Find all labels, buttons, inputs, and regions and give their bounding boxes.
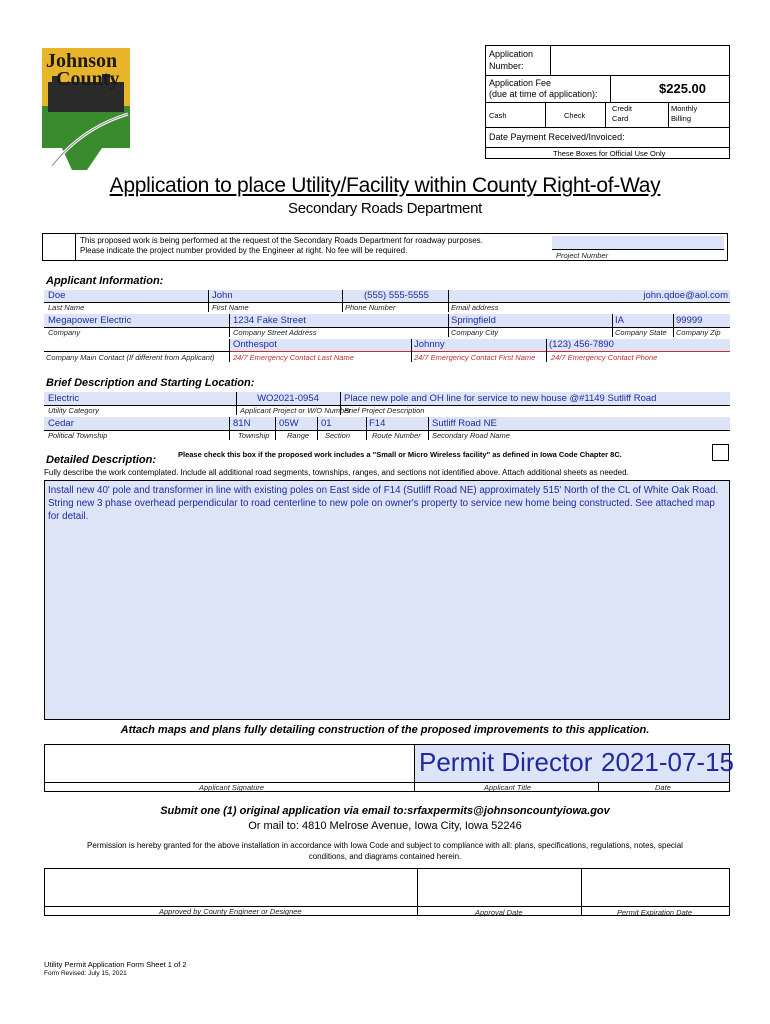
wireless-note: Please check this box if the proposed work includes a "Small or Micro Wireless facility" as defined in Iowa Code Chapter 8C. [178, 450, 622, 459]
phone-field[interactable]: (555) 555-5555 [364, 290, 429, 301]
zip-label: Company Zip [676, 328, 721, 337]
monthly-label-2: Billing [671, 114, 692, 123]
political-township-label: Political Township [48, 431, 108, 440]
applicant-title-label: Applicant Title [484, 783, 532, 792]
first-name-field[interactable]: John [212, 290, 233, 301]
company-label: Company [48, 328, 81, 337]
expiration-date-field[interactable] [582, 869, 729, 905]
approved-by-label: Approved by County Engineer or Designee [159, 907, 302, 916]
emergency-first-label: 24/7 Emergency Contact First Name [414, 353, 536, 362]
secondary-request-line1: This proposed work is being performed at the request of the Secondary Roads Department for roadway purposes. [80, 236, 483, 245]
secondary-request-checkbox[interactable] [42, 233, 76, 261]
wireless-checkbox[interactable] [712, 444, 729, 461]
app-number-label: Application Number: [489, 49, 534, 71]
street-field[interactable]: 1234 Fake Street [233, 315, 306, 326]
emergency-last-label: 24/7 Emergency Contact Last Name [233, 353, 354, 362]
emergency-phone-field[interactable]: (123) 456-7890 [549, 339, 614, 350]
approved-by-field[interactable] [45, 869, 416, 905]
permission-line1: Permission is hereby granted for the above installation in accordance with Iowa Code and subject to compliance with all: plans, specifications, regulations, notes, special [87, 841, 683, 850]
range-label: Range [287, 431, 310, 440]
applicant-heading: Applicant Information: [46, 275, 164, 287]
email-label: Email address [451, 303, 499, 312]
credit-label-1: Credit [612, 104, 633, 113]
brief-description-field[interactable]: Place new pole and OH line for service to new house @#1149 Sutliff Road [344, 393, 657, 404]
date-paid-label: Date Payment Received/Invoiced: [489, 132, 625, 142]
logo-line1: Johnson [46, 50, 118, 72]
page-subtitle: Secondary Roads Department [288, 200, 482, 217]
fee-label-1: Application Fee [489, 78, 552, 88]
fee-value: $225.00 [659, 81, 706, 96]
brief-heading: Brief Description and Starting Location: [46, 377, 255, 389]
permission-line2: conditions, and diagrams contained herein. [308, 852, 462, 861]
email-field[interactable]: john.qdoe@aol.com [643, 290, 728, 301]
street-label: Company Street Address [233, 328, 317, 337]
monthly-label-1: Monthly [671, 104, 698, 113]
project-number-field[interactable] [552, 236, 724, 250]
range-field[interactable]: 05W [279, 418, 299, 429]
applicant-title-field[interactable]: Permit Director [419, 747, 593, 777]
footer-line2: Form Revised: July 15, 2021 [44, 970, 127, 977]
road-name-field[interactable]: Sutliff Road NE [432, 418, 497, 429]
route-number-field[interactable]: F14 [369, 418, 386, 429]
fee-label-2: (due at time of application): [489, 89, 598, 99]
detailed-heading: Detailed Description: [46, 454, 157, 466]
state-field[interactable]: IA [615, 315, 624, 326]
phone-label: Phone Number [345, 303, 396, 312]
detailed-description-text: Install new 40' pole and transformer in line with existing poles on East side of F14 (Sutliff Road NE) approximately 515' North of the CL of White Oak Road. String new 3 phase overhead perpendicular to road centerline to new pole on owner's property to service new home being constructed. See attached map for detail. [48, 485, 719, 522]
attach-note: Attach maps and plans fully detailing construction of the proposed improvements to this application. [120, 724, 650, 736]
date-label: Date [655, 783, 671, 792]
political-township-field[interactable]: Cedar [48, 418, 74, 429]
expiration-date-label: Permit Expiration Date [617, 908, 693, 917]
utility-category-label: Utility Category [48, 406, 99, 415]
cash-label: Cash [489, 111, 507, 120]
emergency-first-field[interactable]: Johnny [414, 339, 445, 350]
first-name-label: First Name [212, 303, 249, 312]
township-label: Township [238, 431, 270, 440]
brief-description-label: Brief Project Description [344, 406, 425, 415]
detailed-instructions: Fully describe the work contemplated. Include all additional road segments, townships, ranges, and sections not identified above. Attach additional sheets as needed. [44, 468, 629, 477]
submit-line2: Or mail to: 4810 Melrose Avenue, Iowa City, Iowa 52246 [248, 820, 522, 832]
footer-line1: Utility Permit Application Form Sheet 1 of 2 [44, 960, 187, 969]
state-label: Company State [615, 328, 667, 337]
applicant-signature-field[interactable] [45, 745, 413, 781]
page-title: Application to place Utility/Facility within County Right-of-Way [109, 174, 661, 197]
check-label: Check [564, 111, 586, 120]
applicant-signature-label: Applicant Signature [199, 783, 265, 792]
section-field[interactable]: 01 [321, 418, 332, 429]
zip-field[interactable]: 99999 [676, 315, 703, 326]
main-contact-label: Company Main Contact (If different from Applicant) [46, 353, 215, 362]
project-number-label: Project Number [556, 251, 609, 260]
city-label: Company City [451, 328, 499, 337]
company-field[interactable]: Megapower Electric [48, 315, 132, 326]
approval-date-field[interactable] [418, 869, 580, 905]
township-field[interactable]: 81N [233, 418, 251, 429]
approval-date-label: Approval Date [475, 908, 523, 917]
project-wo-label: Applicant Project or W/O Number [240, 406, 351, 415]
signature-date-field[interactable]: 2021-07-15 [601, 747, 734, 777]
county-logo [42, 48, 130, 170]
official-note: These Boxes for Official Use Only [553, 149, 666, 158]
road-name-label: Secondary Road Name [432, 431, 510, 440]
section-label: Section [325, 431, 351, 440]
submit-line1: Submit one (1) original application via email to:srfaxpermits@johnsoncountyiowa.gov [160, 805, 610, 817]
utility-category-field[interactable]: Electric [48, 393, 80, 404]
logo-line2: County [56, 68, 120, 90]
last-name-field[interactable]: Doe [48, 290, 66, 301]
last-name-label: Last Name [48, 303, 85, 312]
city-field[interactable]: Springfield [451, 315, 496, 326]
emergency-phone-label: 24/7 Emergency Contact Phone [551, 353, 658, 362]
emergency-last-field[interactable]: Onthespot [233, 339, 277, 350]
route-number-label: Route Number [372, 431, 421, 440]
credit-label-2: Card [612, 114, 629, 123]
project-wo-field[interactable]: WO2021-0954 [257, 393, 319, 404]
secondary-request-line2: Please indicate the project number provided by the Engineer at right. No fee will be required. [80, 246, 408, 255]
